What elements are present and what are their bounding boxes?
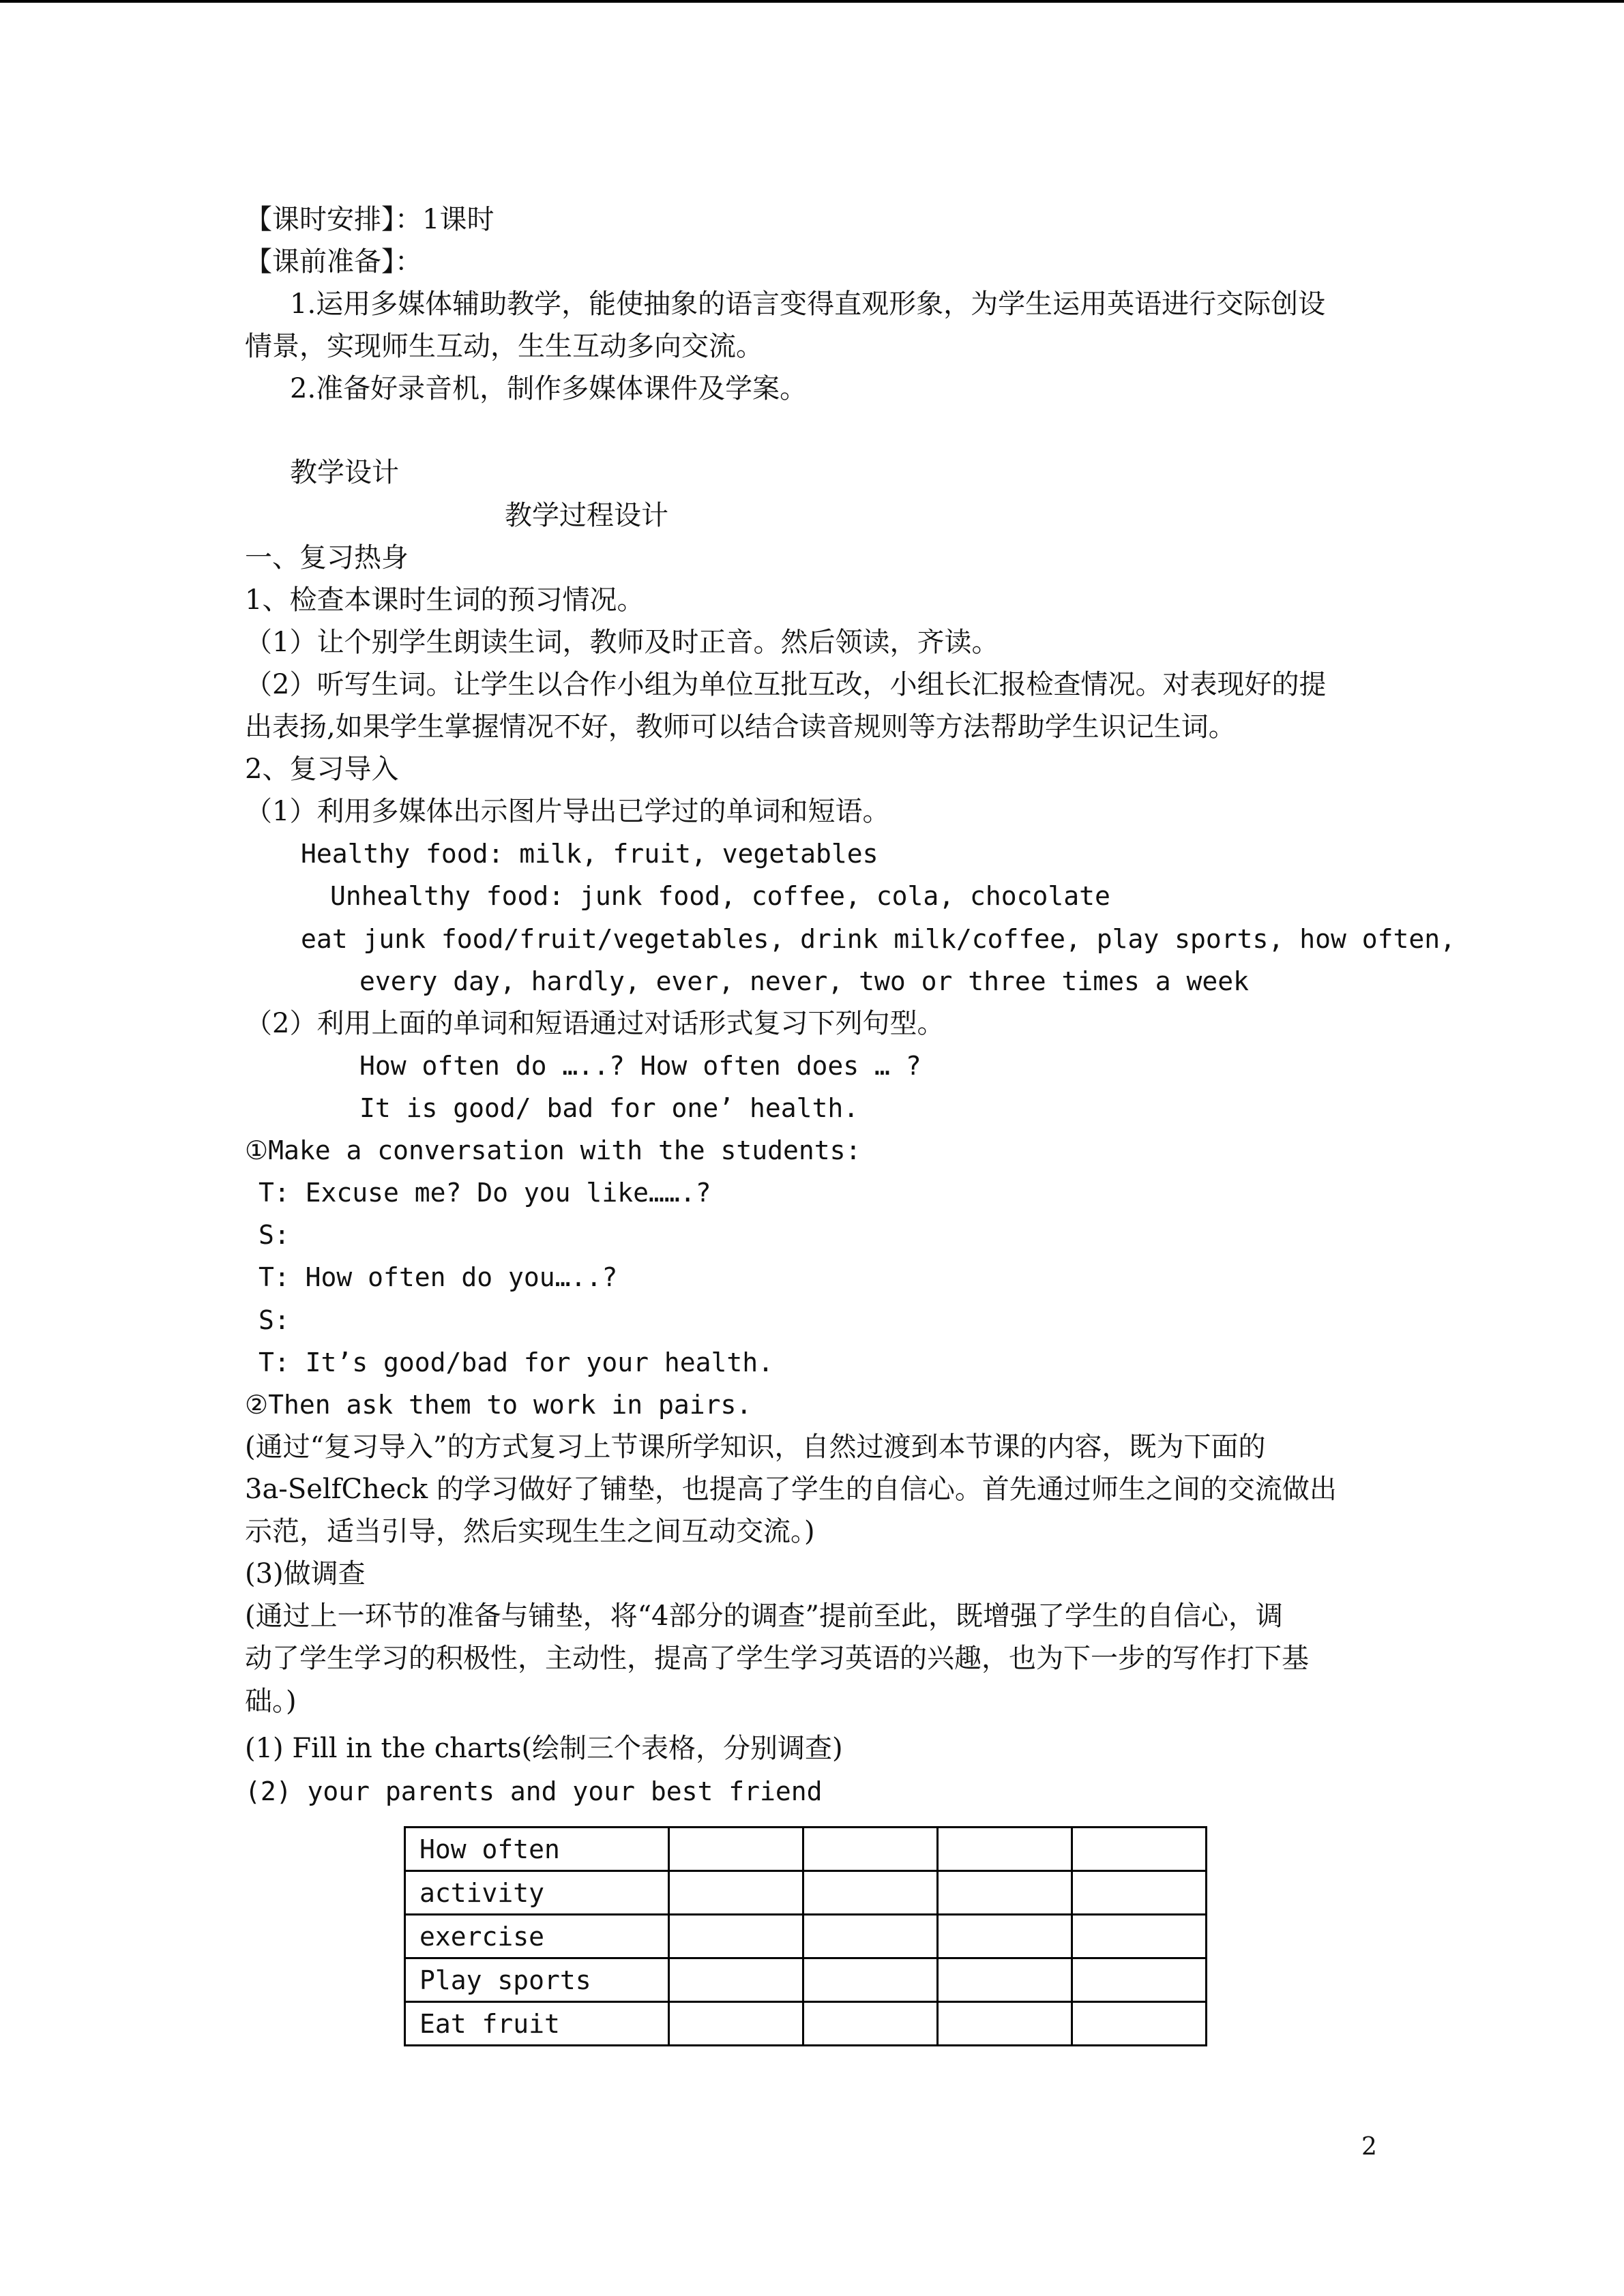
teaching-design-title: 教学设计 (290, 457, 399, 488)
table-row-label: Eat fruit (405, 2002, 669, 2046)
step-2-heading: 2、复习导入 (245, 754, 399, 785)
review-note-3: 示范，适当引导，然后实现生生之间互动交流。) (245, 1516, 815, 1547)
fill-charts-line: (1) Fill in the charts(绘制三个表格，分别调查) (245, 1733, 843, 1764)
table-cell (1072, 1915, 1207, 1958)
preparation-heading: 【课前准备】： (245, 246, 422, 278)
table-cell (938, 1828, 1072, 1871)
dialog-line-1: T: Excuse me? Do you like…….? (259, 1178, 711, 1208)
table-cell (938, 1958, 1072, 2002)
review-note-1: (通过“复习导入”的方式复习上节课所学知识，自然过渡到本节课的内容，既为下面的 (245, 1431, 1266, 1463)
unhealthy-food-line: Unhealthy food: junk food, coffee, cola, chocolate (330, 881, 1110, 911)
survey-table (404, 1826, 1207, 2046)
table-cell (1072, 2002, 1207, 2046)
conversation-intro: ①Make a conversation with the students: (245, 1135, 861, 1165)
table-cell (938, 1915, 1072, 1958)
table-row-label: activity (405, 1871, 669, 1915)
step-2-item-2: （2）利用上面的单词和短语通过对话形式复习下列句型。 (245, 1008, 945, 1039)
table-cell (1072, 1871, 1207, 1915)
healthy-food-line: Healthy food: milk, fruit, vegetables (301, 839, 879, 869)
table-cell (803, 1828, 938, 1871)
step-1-item-1: （1）让个别学生朗读生词，教师及时正音。然后领读，齐读。 (245, 627, 999, 658)
table-cell (669, 1871, 803, 1915)
table-cell (803, 1958, 938, 2002)
step-2-item-1: （1）利用多媒体出示图片导出已学过的单词和短语。 (245, 796, 890, 827)
page-number: 2 (1361, 2133, 1377, 2161)
preparation-item-2: 2.准备好录音机，制作多媒体课件及学案。 (290, 373, 808, 404)
table-row (405, 1958, 1207, 2002)
dialog-line-5: T: It’s good/bad for your health. (259, 1347, 773, 1377)
table-row-label: exercise (405, 1915, 669, 1958)
phrases-line: eat junk food/fruit/vegetables, drink milk/coffee, play sports, how often, (301, 924, 1456, 954)
page-top-border (0, 0, 1624, 3)
table-cell (803, 2002, 938, 2046)
step-1-heading: 1、检查本课时生词的预习情况。 (245, 584, 645, 616)
table-cell (938, 2002, 1072, 2046)
table-cell (1072, 1828, 1207, 1871)
dialog-line-2: S: (259, 1220, 290, 1250)
table-cell (669, 2002, 803, 2046)
table-cell (803, 1871, 938, 1915)
lesson-schedule: 【课时安排】：1课时 (245, 204, 494, 235)
pattern-how-often: How often do …..? How often does … ? (359, 1051, 921, 1081)
preparation-item-1: 1.运用多媒体辅助教学，能使抽象的语言变得直观形象，为学生运用英语进行交际创设 (290, 288, 1326, 320)
table-row (405, 1915, 1207, 1958)
survey-note-2: 动了学生学习的积极性，主动性，提高了学生学习英语的兴趣，也为下一步的写作打下基 (245, 1643, 1309, 1674)
section-1-heading: 一、复习热身 (245, 542, 409, 573)
table-row (405, 1871, 1207, 1915)
review-note-2: 3a-SelfCheck 的学习做好了铺垫，也提高了学生的自信心。首先通过师生之间的交流做出 (245, 1474, 1337, 1505)
table-cell (669, 1915, 803, 1958)
table-cell (803, 1915, 938, 1958)
phrases-line-cont: every day, hardly, ever, never, two or three times a week (359, 966, 1250, 996)
survey-heading: (3)做调查 (245, 1558, 366, 1590)
step-1-item-2: （2）听写生词。让学生以合作小组为单位互批互改，小组长汇报检查情况。对表现好的提 (245, 669, 1327, 700)
table-row-label: How often (405, 1828, 669, 1871)
table-cell (938, 1871, 1072, 1915)
table-cell (669, 1958, 803, 2002)
survey-note-3: 础。) (245, 1686, 297, 1717)
step-1-item-2-cont: 出表扬,如果学生掌握情况不好，教师可以结合读音规则等方法帮助学生识记生词。 (245, 711, 1236, 743)
pattern-good-bad: It is good/ bad for one’ health. (359, 1093, 859, 1123)
dialog-line-3: T: How often do you…..? (259, 1262, 618, 1292)
table-row-label: Play sports (405, 1958, 669, 2002)
table-row (405, 2002, 1207, 2046)
table-row (405, 1828, 1207, 1871)
parents-friend-line: (2) your parents and your best friend (245, 1776, 823, 1806)
survey-note-1: (通过上一环节的准备与铺垫，将“4部分的调查”提前至此，既增强了学生的自信心，调 (245, 1600, 1283, 1632)
preparation-item-1-cont: 情景，实现师生互动，生生互动多向交流。 (245, 331, 763, 362)
teaching-process-title: 教学过程设计 (505, 500, 668, 531)
table-cell (669, 1828, 803, 1871)
pair-work-line: ②Then ask them to work in pairs. (245, 1390, 752, 1420)
table-cell (1072, 1958, 1207, 2002)
dialog-line-4: S: (259, 1305, 290, 1335)
